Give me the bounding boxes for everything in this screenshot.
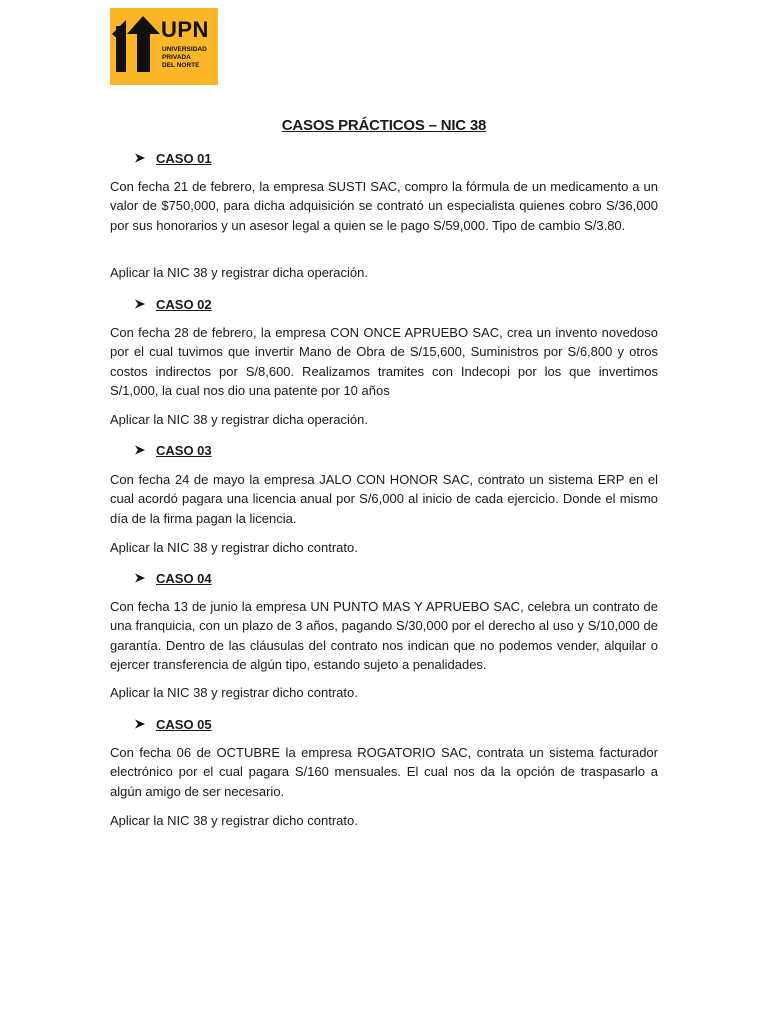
arrowhead-bullet-icon — [134, 152, 146, 164]
case-instruction: Aplicar la NIC 38 y registrar dicho contrato. — [110, 813, 358, 828]
arrowhead-bullet-icon — [134, 298, 146, 310]
document-title: CASOS PRÁCTICOS – NIC 38 — [281, 117, 487, 134]
arrowhead-bullet-icon — [134, 444, 146, 456]
case-description: Con fecha 21 de febrero, la empresa SUSTI SAC, compro la fórmula de un medicamento a un valor de $750,000, para dicha adquisición se contrató un especialista quienes cobro S/36,000 por sus honorarios y un asesor legal a quien se le pago S/59,000. Tipo de cambio S/3.80. — [110, 179, 658, 233]
arrowhead-bullet-icon — [134, 572, 146, 584]
logo-name-line: UNIVERSIDAD — [162, 46, 207, 53]
upn-logo — [110, 8, 218, 85]
case-description: Con fecha 24 de mayo la empresa JALO CON HONOR SAC, contrato un sistema ERP en el cual acordó pagara una licencia anual por S/6,000 al inicio de cada ejercicio. Donde el mismo día de la firma pagan la licencia. — [110, 472, 658, 526]
case-instruction: Aplicar la NIC 38 y registrar dicha operación. — [110, 412, 368, 427]
case-label: CASO 02 — [156, 296, 212, 312]
logo-university-name — [162, 46, 218, 70]
case-heading — [134, 295, 212, 313]
logo-abbreviation: UPN — [161, 17, 209, 42]
logo-name-line: DEL NORTE — [162, 62, 200, 69]
case-description: Con fecha 06 de OCTUBRE la empresa ROGATORIO SAC, contrata un sistema facturador electrónico por el cual pagara S/160 mensuales. El cual nos da la opción de traspasarlo a algún amigo de ser necesario. — [110, 745, 658, 799]
case-heading — [134, 149, 212, 167]
case-label: CASO 01 — [156, 150, 212, 166]
case-label: CASO 04 — [156, 570, 212, 586]
case-description: Con fecha 13 de junio la empresa UN PUNTO MAS Y APRUEBO SAC, celebra un contrato de una franquicia, con un plazo de 3 años, pagando S/30,000 por el derecho al uso y S/10,000 de garantía. Dentro de las cláusulas del contrato nos indican que no podemos vender, alquilar o ejercer transferencia de algún tipo, estando sujeto a penalidades. — [110, 599, 658, 673]
case-description: Con fecha 28 de febrero, la empresa CON ONCE APRUEBO SAC, crea un invento novedoso por el cual tuvimos que invertir Mano de Obra de S/15,600, Suministros por S/6,800 y otros costos indirectos por S/8,600. Realizamos tramites con Indecopi por los que invertimos S/1,000, la cual nos dio una patente por 10 años — [110, 325, 658, 399]
case-instruction: Aplicar la NIC 38 y registrar dicha operación. — [110, 265, 368, 280]
case-heading — [134, 569, 212, 587]
case-label: CASO 03 — [156, 442, 212, 458]
logo-name-line: PRIVADA — [162, 54, 191, 61]
case-instruction: Aplicar la NIC 38 y registrar dicho contrato. — [110, 685, 358, 700]
case-label: CASO 05 — [156, 716, 212, 732]
arrowhead-bullet-icon — [134, 718, 146, 730]
case-instruction: Aplicar la NIC 38 y registrar dicho contrato. — [110, 540, 358, 555]
case-heading — [134, 715, 212, 733]
case-heading — [134, 441, 212, 459]
